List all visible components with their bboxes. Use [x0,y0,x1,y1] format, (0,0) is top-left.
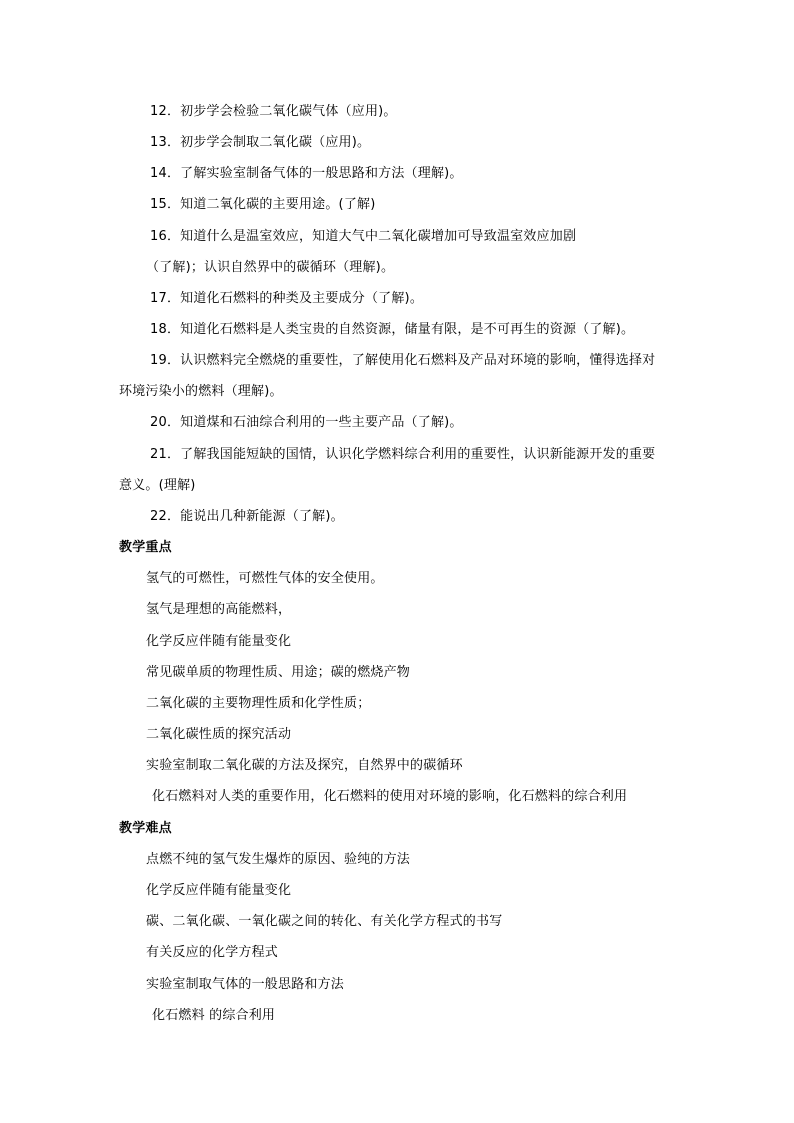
difficult-point-item: 点燃不纯的氢气发生爆炸的原因、验纯的方法 [146,852,411,867]
difficult-points-heading: 教学难点 [119,821,172,836]
key-point-item: 氢气的可燃性，可燃性气体的安全使用。 [146,571,384,586]
difficult-point-item: 碳、二氧化碳、一氧化碳之间的转化、有关化学方程式的书写 [146,914,503,929]
objective-16: 16．知道什么是温室效应，知道大气中二氧化碳增加可导致温室效应加剧 [150,229,577,244]
key-point-item: 二氧化碳性质的探究活动 [146,727,292,742]
objective-17: 17．知道化石燃料的种类及主要成分（了解)。 [150,291,424,306]
objective-22: 22．能说出几种新能源（了解)。 [150,509,344,524]
objective-13: 13．初步学会制取二氧化碳（应用)。 [150,135,371,150]
key-point-item: 氢气是理想的高能燃料， [146,602,292,617]
difficult-point-item: 化学反应伴随有能量变化 [146,883,292,898]
objective-18: 18．知道化石燃料是人类宝贵的自然资源，储量有限，是不可再生的资源（了解)。 [150,322,635,337]
objective-16-continued: （了解)；认识自然界中的碳循环（理解)。 [146,260,395,275]
key-points-heading: 教学重点 [119,540,172,555]
objective-21: 21．了解我国能短缺的国情，认识化学燃料综合利用的重要性，认识新能源开发的重要 [150,447,656,462]
objective-21-continued: 意义。(理解) [119,478,196,493]
objective-19: 19．认识燃料完全燃烧的重要性，了解使用化石燃料及产品对环境的影响，懂得选择对 [150,353,656,368]
objective-14: 14．了解实验室制备气体的一般思路和方法（理解)。 [150,166,463,181]
objective-20: 20．知道煤和石油综合利用的一些主要产品（了解)。 [150,415,463,430]
difficult-point-item: 有关反应的化学方程式 [146,945,279,960]
key-point-item: 常见碳单质的物理性质、用途；碳的燃烧产物 [146,665,411,680]
objective-12: 12．初步学会检验二氧化碳气体（应用)。 [150,104,397,119]
key-point-item: 二氧化碳的主要物理性质和化学性质； [146,696,371,711]
difficult-point-item: 实验室制取气体的一般思路和方法 [146,977,345,992]
key-point-item: 实验室制取二氧化碳的方法及探究，自然界中的碳循环 [146,758,463,773]
difficult-point-item: 化石燃料 的综合利用 [152,1008,276,1023]
key-point-item: 化学反应伴随有能量变化 [146,634,292,649]
key-point-item: 化石燃料对人类的重要作用，化石燃料的使用对环境的影响，化石燃料的综合利用 [152,789,628,804]
objective-19-continued: 环境污染小的燃料（理解)。 [119,384,283,399]
objective-15: 15．知道二氧化碳的主要用途。(了解) [150,197,376,212]
